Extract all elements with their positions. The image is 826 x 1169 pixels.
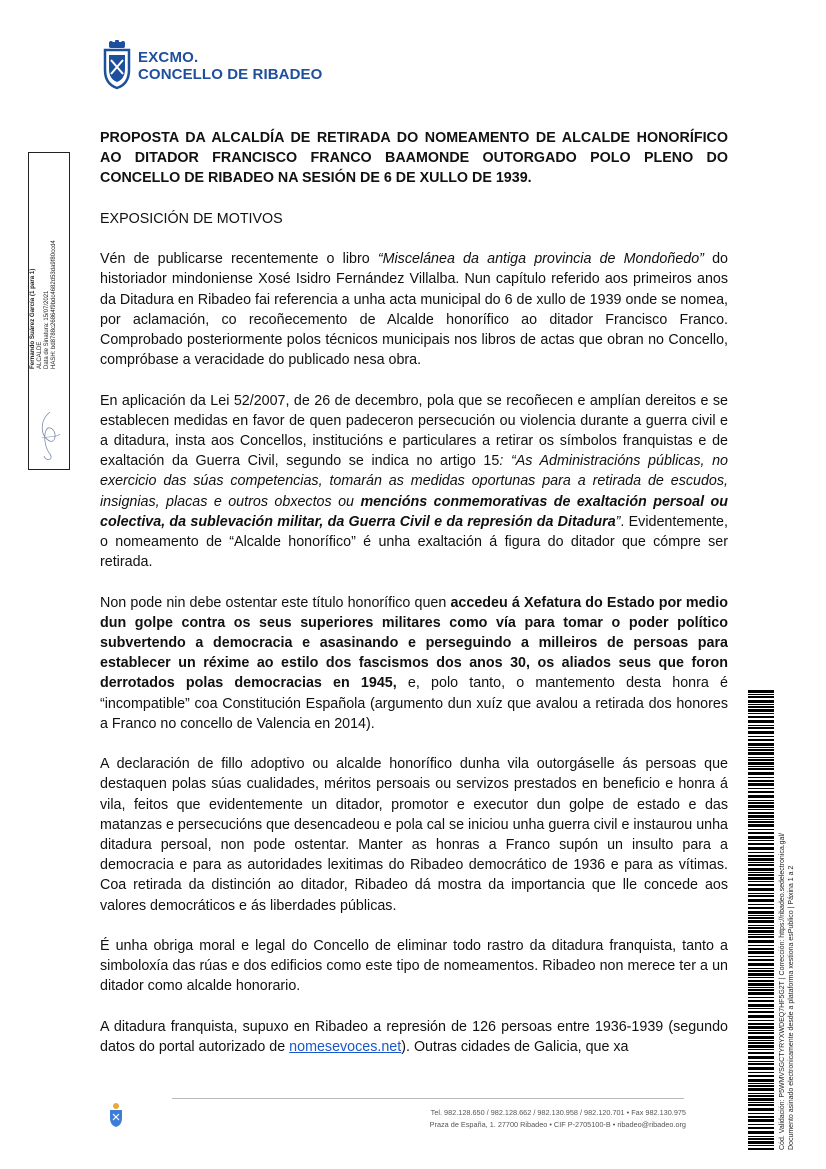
p2-quote-close: ” [615,513,621,530]
p6-text-a: A ditadura franquista, supuxo en Ribadeo a represión de 126 persoas entre 1936-1939 (segundo datos do portal autorizado de [100,1018,728,1056]
signature-text [29,240,58,369]
footer-divider [172,1098,684,1099]
p1-text-a: Vén de publicarse recentemente o libro [100,251,378,268]
verification-line-2: Documento asinado electronicamente desde a plataforma xestiona esPublico | Páxina 1 a 2 [788,865,795,1150]
barcode-icon [748,690,774,1150]
signer-role: ALCALDE [37,341,43,369]
org-line-2: CONCELLO DE RIBADEO [138,66,323,83]
nomesevoces-link[interactable]: nomesevoces.net [289,1039,402,1056]
paragraph-3 [100,593,728,734]
footer-phones: Tel. 982.128.650 / 982.128.662 / 982.130.958 / 982.120.701 • Fax 982.130.975 [430,1108,686,1117]
verification-line-1: Cód. Validación: P5WMVSGCTYRYXWDEQ7HF5G2T | Corrección: https://ribadeo.sedelectronica.gal/ [779,833,786,1150]
p3-text-a: Non pode nin debe ostentar este título honorífico quen [100,594,451,611]
concello-logo [100,40,340,90]
coat-of-arms-icon [100,40,134,90]
p3-text-c: e, polo tanto, o mantemento desta honra é “incompatible” coa Constitución Española (argumento dun xuíz que avalou a retirada dos honores a Franco no concello de Valencia en 2014). [100,675,728,732]
paragraph-2 [100,391,728,573]
signature-date: Data de Sinatura: 15/07/2021 [44,290,50,369]
signer-name: Fernando Suárez García (1 para 1) [29,268,36,369]
p2-text-e: . Evidentemente, o nomeamento de “Alcalde honorífico” é unha exaltación á figura do ditador que cómpre ser retirada. [100,513,728,571]
org-line-1: EXCMO. [138,49,199,66]
p6-text-b: ). Outras cidades de Galicia, que xa [401,1039,629,1056]
section-heading: EXPOSICIÓN DE MOTIVOS [100,210,283,227]
footer-emblem-icon [106,1100,126,1128]
signature-hash: HASH: bd8788c26864f9bdc4682d53da9f80ccd4 [51,240,57,369]
footer-address: Praza de España, 1. 27700 Ribadeo • CIF P-2705100-B • ribadeo@ribadeo.org [429,1120,686,1129]
book-title: “Miscelánea da antiga provincia de Mondoñedo” [377,251,704,268]
handwritten-signature-icon [36,410,64,464]
paragraph-4: A declaración de fillo adoptivo ou alcalde honorífico dunha vila outorgáselle ás persoas que destaquen polas súas cualidades, méritos persoais ou servizos prestados en beneficio e honra á vila, feitos que evidentemente un ditador, promotor e executor dun golpe de estado e das matanzas e persecucións que desencadeou e pola cal se iniciou unha guerra civil e instaurou unha ditadura persoal, non pode ostentar. Manter as honras a Franco supón un insulto para a democracia e para as autoridades lexitimas do Ribadeo democrático de 1936 e para as vítimas. Coa retirada da distinción ao ditador, Ribadeo dá mostra da importancia que lle concede aos valores democráticos e ás liberdades públicas. [100,756,728,914]
paragraph-5: É unha obriga moral e legal do Concello de eliminar todo rastro da ditadura franquista, tanto a simboloxía das rúas e dos edificios como este tipo de nomeamentos. Ribadeo non merece ter a un ditador como alcalde honorario. [100,938,728,995]
footer-contact [414,1107,686,1131]
verification-text [778,833,796,1150]
paragraph-6 [100,1017,728,1057]
p1-text-c: do historiador mindoniense Xosé Isidro Fernández Villalba. Nun capítulo referido aos primeiros anos da Ditadura en Ribadeo fai referencia a unha acta municipal do 6 de xullo de 1939 onde se nomea, por aclamación, co recoñecemento de Alcalde honorífico ao ditador Francisco Franco. Comprobado posteriormente polos técnicos municipais nos libros de actas que obran no Concello, compróbase a veracidade do publicado nesa obra. [100,251,728,369]
paragraph-1 [100,249,728,370]
p2-quote-bold: mencións conmemorativas de exaltación persoal ou colectiva, da sublevación militar, da Guerra Civil e da represión da Ditadura [100,493,728,530]
p2-quote: : “As Administracións públicas, no exercicio das súas competencias, tomarán as medidas oportunas para a retirada de escudos, insignias, placas e outros obxectos ou [100,453,729,510]
p3-bold: accedeu á Xefatura do Estado por medio dun golpe contra os seus superiores militares como vía para tomar o poder político subvertendo a democracia e asasinando e perseguindo a milleiros de persoas para establecer un réxime ao estilo dos fascismos dos anos 30, os aliados seus que foron derrotados polas democracias en 1945, [100,594,728,692]
p2-text-a: En aplicación da Lei 52/2007, de 26 de decembro, pola que se recoñecen e amplían dereitos e se establecen medidas en favor de quen padeceron persecución ou violencia durante a guerra civil e a ditadura, insta aos Concellos, institucións e particulares a retirar os símbolos franquistas e de exaltación da Guerra Civil, segundo se indica no artigo 15 [100,392,728,470]
document-title: PROPOSTA DA ALCALDÍA DE RETIRADA DO NOMEAMENTO DE ALCALDE HONORÍFICO AO DITADOR FRANCISCO FRANCO BAAMONDE OUTORGADO POLO PLENO DO CONCELLO DE RIBADEO NA SESIÓN DE 6 DE XULLO DE 1939. [100,130,728,187]
document-body [100,128,728,1077]
